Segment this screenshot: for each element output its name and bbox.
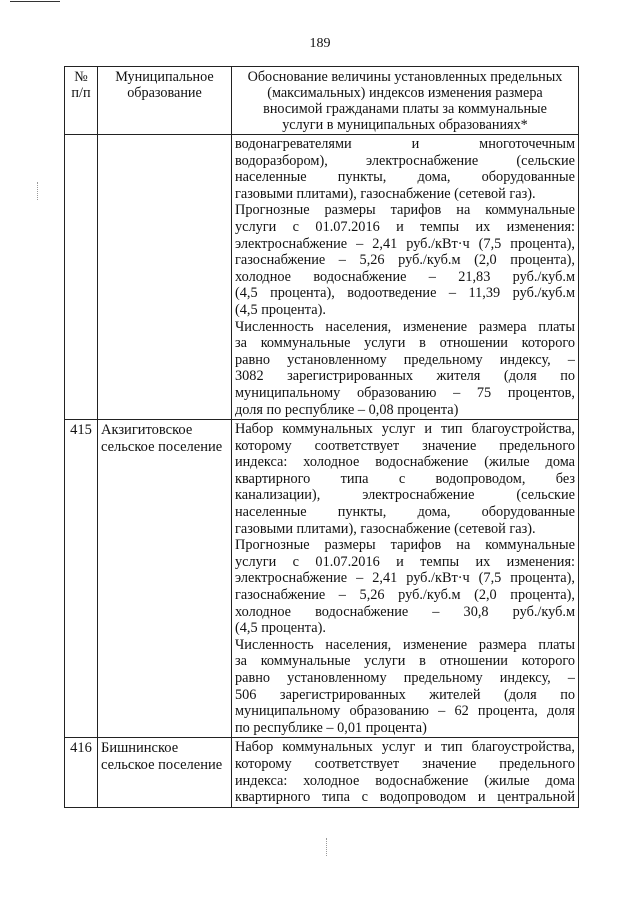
- text-line: 506 зарегистрированных жителей (доля по: [235, 686, 575, 703]
- text-line: водоразбором), электроснабжение (сельские: [235, 152, 575, 169]
- municipality-name: [98, 135, 232, 420]
- header-number: № п/п: [65, 67, 98, 135]
- municipality-name: [98, 738, 232, 807]
- table-row: [65, 135, 579, 420]
- text-line: (4,5 процента).: [235, 620, 326, 637]
- tariff-table: [64, 66, 579, 808]
- text-line: электроснабжение – 2,41 руб./кВт·ч (7,5 процента),: [235, 235, 575, 252]
- row-number: [65, 135, 98, 420]
- corner-rule: [10, 1, 60, 2]
- page-number: 189: [309, 36, 331, 51]
- text-line: (4,5 процента), водоотведение – 11,39 руб./куб.м: [235, 285, 575, 302]
- text-line: индекса: холодное водоснабжение (жилые дома: [235, 454, 575, 471]
- text-line: индекса: холодное водоснабжение (жилые дома: [235, 772, 575, 789]
- text-line: холодное водоснабжение – 21,83 руб./куб.м: [235, 268, 575, 285]
- municipality-line: Акзигитовское: [101, 422, 193, 439]
- text-line: водонагревателями и многоточечным: [235, 136, 575, 152]
- municipality-line: сельское поселение: [101, 757, 223, 774]
- text-line: которому соответствует значение предельного: [235, 755, 575, 772]
- text-line: по республике – 0,01 процента): [235, 719, 427, 736]
- text-line: канализации), электроснабжение (сельские: [235, 487, 575, 504]
- text-line: муниципальному образованию – 62 процента, доля: [235, 703, 575, 720]
- text-line: равно установленному предельному индексу, –: [235, 351, 575, 368]
- margin-tick: [37, 182, 38, 200]
- text-line: газоснабжение – 5,26 руб./куб.м (2,0 процента),: [235, 252, 575, 269]
- text-line: за коммунальные услуги в отношении которого: [235, 653, 575, 670]
- justification-text: [232, 420, 579, 738]
- text-line: которому соответствует значение предельного: [235, 437, 575, 454]
- text-line: населенные пункты, дома, оборудованные: [235, 169, 575, 186]
- text-line: услуги с 01.07.2016 и темпы их изменения:: [235, 218, 575, 235]
- text-line: газовыми плитами), газоснабжение (сетевой газ).: [235, 185, 536, 202]
- text-line: квартирного типа с водопроводом и центральной: [235, 789, 575, 806]
- justification-text: [232, 738, 579, 807]
- header-justification: Обоснование величины установленных предельных (максимальных) индексов изменения размера вносимой гражданами платы за коммунальные услуги в муниципальных образованиях*: [232, 67, 579, 135]
- table-header-row: [65, 67, 579, 135]
- text-line: населенные пункты, дома, оборудованные: [235, 504, 575, 521]
- text-line: Набор коммунальных услуг и тип благоустройства,: [235, 739, 575, 756]
- text-line: равно установленному предельному индексу, –: [235, 670, 575, 686]
- text-line: за коммунальные услуги в отношении которого: [235, 335, 575, 352]
- margin-tick: [326, 838, 327, 856]
- row-number: 416: [65, 738, 98, 807]
- municipality-line: сельское поселение: [101, 439, 223, 456]
- text-line: квартирного типа с водопроводом, без: [235, 470, 575, 487]
- table-row: [65, 420, 579, 738]
- text-line: Набор коммунальных услуг и тип благоустройства,: [235, 421, 575, 438]
- text-line: 3082 зарегистрированных жителя (доля по: [235, 368, 575, 385]
- text-line: Численность населения, изменение размера платы: [235, 318, 575, 335]
- justification-text: [232, 135, 579, 420]
- text-line: услуги с 01.07.2016 и темпы их изменения:: [235, 553, 575, 570]
- header-municipality: Муниципальное образование: [98, 67, 232, 135]
- text-line: доля по республике – 0,08 процента): [235, 401, 459, 418]
- text-line: холодное водоснабжение – 30,8 руб./куб.м: [235, 603, 575, 620]
- text-line: Численность населения, изменение размера платы: [235, 636, 575, 653]
- text-line: газовыми плитами), газоснабжение (сетевой газ).: [235, 520, 536, 537]
- table-row: [65, 738, 579, 807]
- text-line: Прогнозные размеры тарифов на коммунальные: [235, 537, 575, 554]
- text-line: (4,5 процента).: [235, 301, 326, 318]
- text-line: электроснабжение – 2,41 руб./кВт·ч (7,5 процента),: [235, 570, 575, 587]
- text-line: газоснабжение – 5,26 руб./куб.м (2,0 процента),: [235, 587, 575, 604]
- row-number: 415: [65, 420, 98, 738]
- text-line: муниципальному образованию – 75 процентов,: [235, 384, 575, 401]
- text-line: Прогнозные размеры тарифов на коммунальные: [235, 202, 575, 219]
- municipality-name: [98, 420, 232, 738]
- municipality-line: Бишнинское: [101, 740, 179, 757]
